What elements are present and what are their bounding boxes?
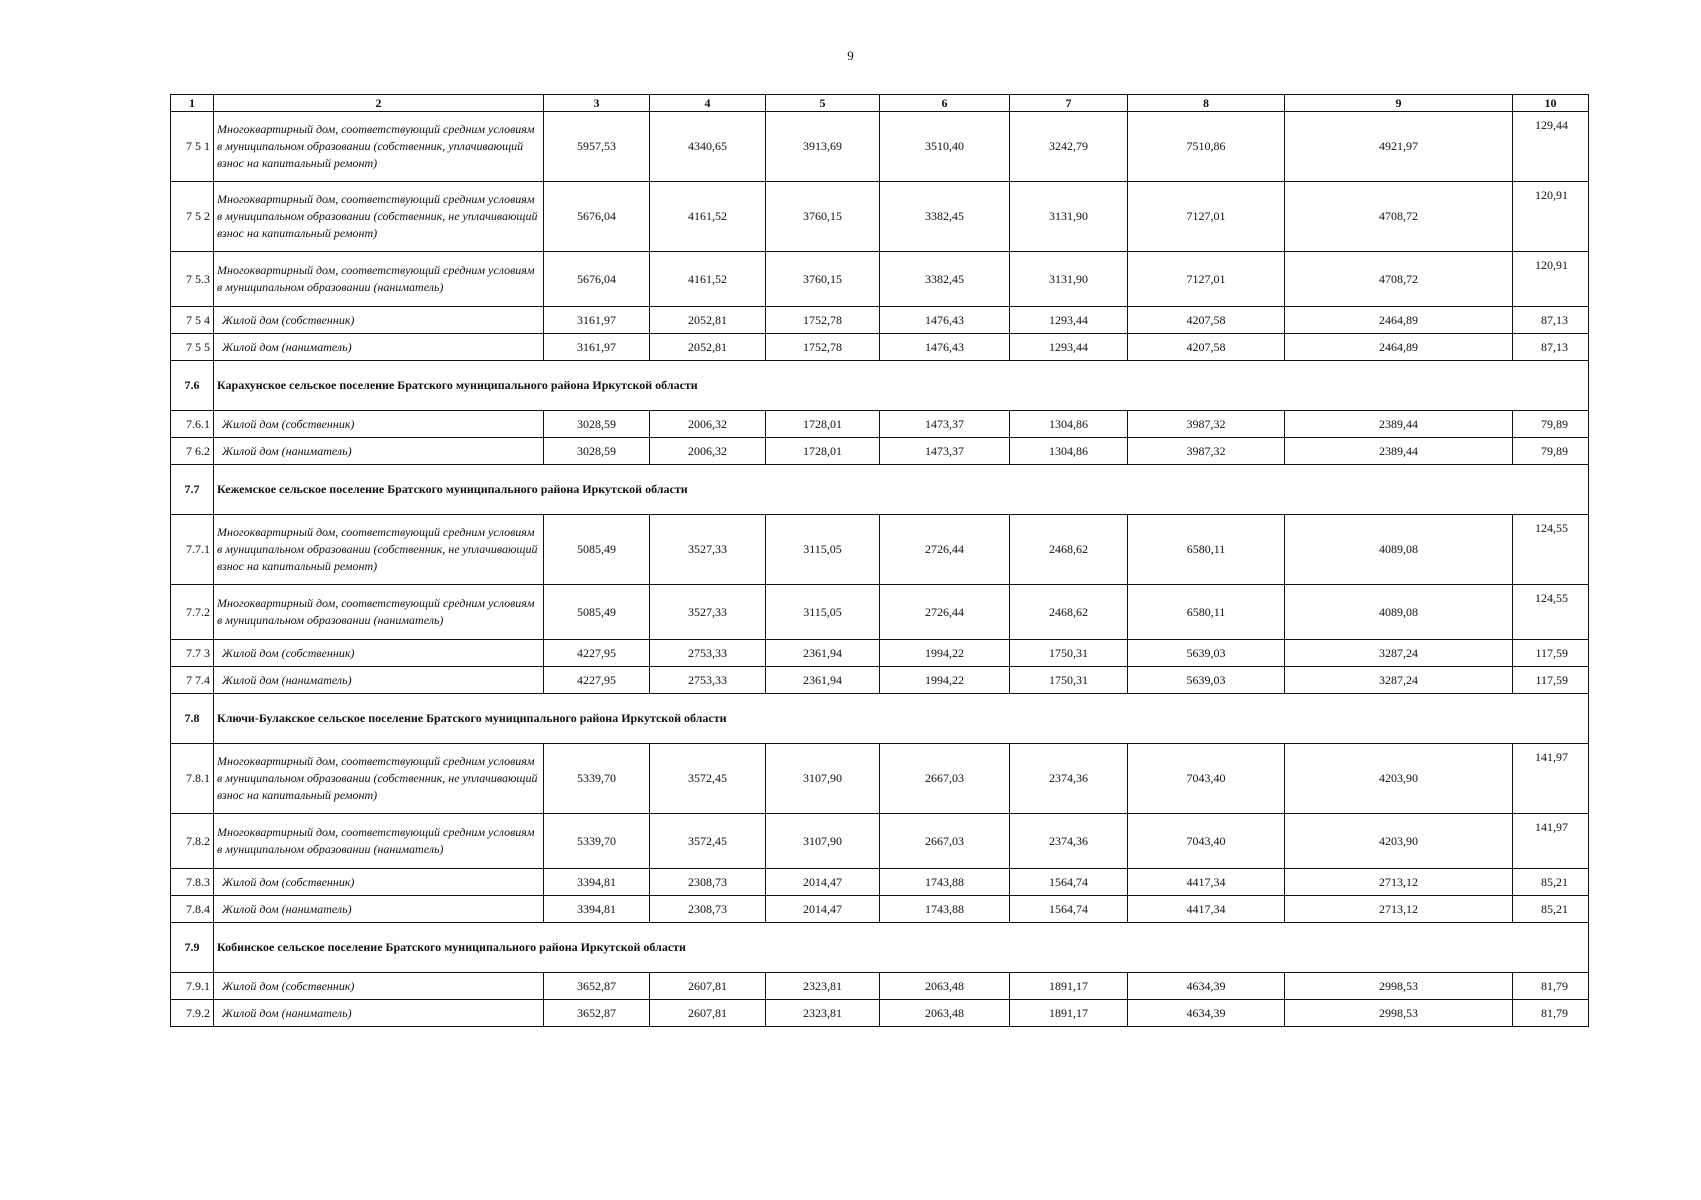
- table-row: [171, 869, 1589, 896]
- header-cell: 2: [214, 95, 544, 112]
- value-cell: 3287,24: [1285, 667, 1513, 694]
- table-row: [171, 640, 1589, 667]
- value-cell: 5339,70: [544, 744, 650, 814]
- value-cell: 81,79: [1513, 973, 1589, 1000]
- value-cell: 4634,39: [1128, 973, 1285, 1000]
- row-description: Жилой дом (наниматель): [214, 438, 544, 465]
- value-cell: 3572,45: [650, 744, 766, 814]
- row-description: Жилой дом (наниматель): [214, 896, 544, 923]
- value-cell: 4227,95: [544, 640, 650, 667]
- value-cell: 1728,01: [766, 411, 880, 438]
- value-cell: 1476,43: [880, 334, 1010, 361]
- value-cell: 85,21: [1513, 896, 1589, 923]
- value-cell: 2753,33: [650, 640, 766, 667]
- value-cell: 5085,49: [544, 585, 650, 640]
- value-cell: 2713,12: [1285, 869, 1513, 896]
- section-row: [171, 465, 1589, 515]
- row-description: Многоквартирный дом, соответствующий средним условиям в муниципальном образовании (собственник, уплачивающий взнос на капитальный ремонт): [214, 112, 544, 182]
- value-cell: 3161,97: [544, 307, 650, 334]
- value-cell: 3652,87: [544, 1000, 650, 1027]
- header-cell: 4: [650, 95, 766, 112]
- table-row: [171, 667, 1589, 694]
- value-cell: 2713,12: [1285, 896, 1513, 923]
- table-row: [171, 182, 1589, 252]
- row-description: Многоквартирный дом, соответствующий средним условиям в муниципальном образовании (собственник, не уплачивающий взнос на капитальный ремонт): [214, 182, 544, 252]
- value-cell: 117,59: [1513, 667, 1589, 694]
- header-cell: 6: [880, 95, 1010, 112]
- table-row: [171, 515, 1589, 585]
- value-cell: 141,97: [1513, 814, 1589, 869]
- value-cell: 120,91: [1513, 182, 1589, 252]
- section-number: 7.8: [171, 694, 214, 744]
- row-number: 7 5 4: [171, 307, 214, 334]
- value-cell: 3131,90: [1010, 252, 1128, 307]
- value-cell: 79,89: [1513, 411, 1589, 438]
- value-cell: 4417,34: [1128, 869, 1285, 896]
- value-cell: 1293,44: [1010, 334, 1128, 361]
- value-cell: 2361,94: [766, 667, 880, 694]
- row-number: 7.8.1: [171, 744, 214, 814]
- value-cell: 1994,22: [880, 667, 1010, 694]
- value-cell: 2323,81: [766, 973, 880, 1000]
- value-cell: 1750,31: [1010, 667, 1128, 694]
- value-cell: 3572,45: [650, 814, 766, 869]
- table-body: [171, 112, 1589, 1027]
- value-cell: 1743,88: [880, 869, 1010, 896]
- row-description: Жилой дом (собственник): [214, 973, 544, 1000]
- row-number: 7.6.1: [171, 411, 214, 438]
- value-cell: 1752,78: [766, 307, 880, 334]
- value-cell: 7127,01: [1128, 182, 1285, 252]
- value-cell: 2667,03: [880, 814, 1010, 869]
- row-number: 7.8.2: [171, 814, 214, 869]
- value-cell: 2014,47: [766, 896, 880, 923]
- section-row: [171, 923, 1589, 973]
- value-cell: 1891,17: [1010, 1000, 1128, 1027]
- table-row: [171, 896, 1589, 923]
- value-cell: 7510,86: [1128, 112, 1285, 182]
- value-cell: 7043,40: [1128, 744, 1285, 814]
- section-number: 7.7: [171, 465, 214, 515]
- value-cell: 120,91: [1513, 252, 1589, 307]
- value-cell: 4089,08: [1285, 585, 1513, 640]
- row-description: Жилой дом (собственник): [214, 411, 544, 438]
- header-cell: 9: [1285, 95, 1513, 112]
- section-row: [171, 361, 1589, 411]
- value-cell: 2998,53: [1285, 973, 1513, 1000]
- value-cell: 1304,86: [1010, 411, 1128, 438]
- value-cell: 2063,48: [880, 1000, 1010, 1027]
- value-cell: 2468,62: [1010, 515, 1128, 585]
- value-cell: 3382,45: [880, 252, 1010, 307]
- table-row: [171, 334, 1589, 361]
- value-cell: 1728,01: [766, 438, 880, 465]
- row-description: Жилой дом (наниматель): [214, 667, 544, 694]
- value-cell: 3115,05: [766, 585, 880, 640]
- row-description: Многоквартирный дом, соответствующий средним условиям в муниципальном образовании (собственник, не уплачивающий взнос на капитальный ремонт): [214, 744, 544, 814]
- value-cell: 3028,59: [544, 411, 650, 438]
- value-cell: 7043,40: [1128, 814, 1285, 869]
- value-cell: 4708,72: [1285, 182, 1513, 252]
- value-cell: 2468,62: [1010, 585, 1128, 640]
- row-number: 7 6.2: [171, 438, 214, 465]
- value-cell: 5639,03: [1128, 640, 1285, 667]
- value-cell: 4203,90: [1285, 814, 1513, 869]
- header-cell: 1: [171, 95, 214, 112]
- value-cell: 2374,36: [1010, 744, 1128, 814]
- value-cell: 79,89: [1513, 438, 1589, 465]
- value-cell: 4340,65: [650, 112, 766, 182]
- value-cell: 2308,73: [650, 869, 766, 896]
- value-cell: 2389,44: [1285, 438, 1513, 465]
- value-cell: 1293,44: [1010, 307, 1128, 334]
- value-cell: 4089,08: [1285, 515, 1513, 585]
- tariff-table: [170, 94, 1589, 1027]
- row-number: 7 5.3: [171, 252, 214, 307]
- value-cell: 2374,36: [1010, 814, 1128, 869]
- value-cell: 4227,95: [544, 667, 650, 694]
- value-cell: 2998,53: [1285, 1000, 1513, 1027]
- table-row: [171, 438, 1589, 465]
- row-description: Жилой дом (собственник): [214, 869, 544, 896]
- value-cell: 5639,03: [1128, 667, 1285, 694]
- value-cell: 4203,90: [1285, 744, 1513, 814]
- value-cell: 5676,04: [544, 182, 650, 252]
- value-cell: 5676,04: [544, 252, 650, 307]
- value-cell: 3510,40: [880, 112, 1010, 182]
- value-cell: 3987,32: [1128, 411, 1285, 438]
- value-cell: 2323,81: [766, 1000, 880, 1027]
- table-row: [171, 411, 1589, 438]
- row-number: 7 7.4: [171, 667, 214, 694]
- section-number: 7.6: [171, 361, 214, 411]
- row-number: 7.7 3: [171, 640, 214, 667]
- value-cell: 3382,45: [880, 182, 1010, 252]
- value-cell: 2464,89: [1285, 334, 1513, 361]
- value-cell: 3107,90: [766, 814, 880, 869]
- value-cell: 3028,59: [544, 438, 650, 465]
- value-cell: 6580,11: [1128, 585, 1285, 640]
- row-number: 7.8.4: [171, 896, 214, 923]
- section-title: Ключи-Булакское сельское поселение Братского муниципального района Иркутской области: [214, 694, 1589, 744]
- row-number: 7 5 2: [171, 182, 214, 252]
- row-description: Многоквартирный дом, соответствующий средним условиям в муниципальном образовании (собственник, не уплачивающий взнос на капитальный ремонт): [214, 515, 544, 585]
- row-number: 7.7.1: [171, 515, 214, 585]
- value-cell: 2052,81: [650, 307, 766, 334]
- value-cell: 3394,81: [544, 896, 650, 923]
- table-row: [171, 973, 1589, 1000]
- value-cell: 2726,44: [880, 515, 1010, 585]
- value-cell: 3161,97: [544, 334, 650, 361]
- value-cell: 2726,44: [880, 585, 1010, 640]
- value-cell: 1994,22: [880, 640, 1010, 667]
- row-description: Жилой дом (собственник): [214, 640, 544, 667]
- section-title: Кобинское сельское поселение Братского муниципального района Иркутской области: [214, 923, 1589, 973]
- row-description: Жилой дом (наниматель): [214, 1000, 544, 1027]
- value-cell: 3394,81: [544, 869, 650, 896]
- header-cell: 7: [1010, 95, 1128, 112]
- value-cell: 2006,32: [650, 438, 766, 465]
- value-cell: 2464,89: [1285, 307, 1513, 334]
- value-cell: 2667,03: [880, 744, 1010, 814]
- row-number: 7 5 5: [171, 334, 214, 361]
- value-cell: 124,55: [1513, 585, 1589, 640]
- header-cell: 10: [1513, 95, 1589, 112]
- value-cell: 1564,74: [1010, 896, 1128, 923]
- header-cell: 5: [766, 95, 880, 112]
- table-row: [171, 112, 1589, 182]
- row-description: Многоквартирный дом, соответствующий средним условиям в муниципальном образовании (наниматель): [214, 814, 544, 869]
- row-description: Многоквартирный дом, соответствующий средним условиям в муниципальном образовании (наниматель): [214, 585, 544, 640]
- value-cell: 85,21: [1513, 869, 1589, 896]
- section-title: Кежемское сельское поселение Братского муниципального района Иркутской области: [214, 465, 1589, 515]
- value-cell: 4161,52: [650, 182, 766, 252]
- row-description: Жилой дом (наниматель): [214, 334, 544, 361]
- value-cell: 7127,01: [1128, 252, 1285, 307]
- table-row: [171, 585, 1589, 640]
- value-cell: 1750,31: [1010, 640, 1128, 667]
- value-cell: 2063,48: [880, 973, 1010, 1000]
- page-number: 9: [847, 48, 854, 63]
- value-cell: 3242,79: [1010, 112, 1128, 182]
- value-cell: 1473,37: [880, 411, 1010, 438]
- value-cell: 2753,33: [650, 667, 766, 694]
- value-cell: 4207,58: [1128, 307, 1285, 334]
- value-cell: 4207,58: [1128, 334, 1285, 361]
- value-cell: 3107,90: [766, 744, 880, 814]
- value-cell: 3760,15: [766, 252, 880, 307]
- row-number: 7.8.3: [171, 869, 214, 896]
- value-cell: 3760,15: [766, 182, 880, 252]
- value-cell: 87,13: [1513, 334, 1589, 361]
- value-cell: 3287,24: [1285, 640, 1513, 667]
- row-number: 7.9.1: [171, 973, 214, 1000]
- value-cell: 2389,44: [1285, 411, 1513, 438]
- value-cell: 4708,72: [1285, 252, 1513, 307]
- value-cell: 3527,33: [650, 585, 766, 640]
- value-cell: 2006,32: [650, 411, 766, 438]
- table-row: [171, 307, 1589, 334]
- value-cell: 3987,32: [1128, 438, 1285, 465]
- value-cell: 4921,97: [1285, 112, 1513, 182]
- value-cell: 2607,81: [650, 1000, 766, 1027]
- header-row: [171, 95, 1589, 112]
- value-cell: 129,44: [1513, 112, 1589, 182]
- table-row: [171, 814, 1589, 869]
- value-cell: 4634,39: [1128, 1000, 1285, 1027]
- value-cell: 2361,94: [766, 640, 880, 667]
- section-row: [171, 694, 1589, 744]
- value-cell: 3527,33: [650, 515, 766, 585]
- section-number: 7.9: [171, 923, 214, 973]
- value-cell: 1564,74: [1010, 869, 1128, 896]
- value-cell: 2607,81: [650, 973, 766, 1000]
- value-cell: 1743,88: [880, 896, 1010, 923]
- value-cell: 3115,05: [766, 515, 880, 585]
- value-cell: 4417,34: [1128, 896, 1285, 923]
- value-cell: 1476,43: [880, 307, 1010, 334]
- value-cell: 1891,17: [1010, 973, 1128, 1000]
- header-cell: 3: [544, 95, 650, 112]
- value-cell: 117,59: [1513, 640, 1589, 667]
- value-cell: 6580,11: [1128, 515, 1285, 585]
- value-cell: 124,55: [1513, 515, 1589, 585]
- table-row: [171, 1000, 1589, 1027]
- section-title: Карахунское сельское поселение Братского муниципального района Иркутской области: [214, 361, 1589, 411]
- value-cell: 4161,52: [650, 252, 766, 307]
- value-cell: 1473,37: [880, 438, 1010, 465]
- value-cell: 5085,49: [544, 515, 650, 585]
- row-description: Многоквартирный дом, соответствующий средним условиям в муниципальном образовании (наниматель): [214, 252, 544, 307]
- value-cell: 5957,53: [544, 112, 650, 182]
- row-number: 7.7.2: [171, 585, 214, 640]
- value-cell: 1304,86: [1010, 438, 1128, 465]
- value-cell: 2014,47: [766, 869, 880, 896]
- value-cell: 87,13: [1513, 307, 1589, 334]
- value-cell: 81,79: [1513, 1000, 1589, 1027]
- row-number: 7 5 1: [171, 112, 214, 182]
- value-cell: 3913,69: [766, 112, 880, 182]
- value-cell: 2052,81: [650, 334, 766, 361]
- row-description: Жилой дом (собственник): [214, 307, 544, 334]
- table-row: [171, 252, 1589, 307]
- header-cell: 8: [1128, 95, 1285, 112]
- value-cell: 2308,73: [650, 896, 766, 923]
- value-cell: 5339,70: [544, 814, 650, 869]
- value-cell: 141,97: [1513, 744, 1589, 814]
- value-cell: 3652,87: [544, 973, 650, 1000]
- value-cell: 3131,90: [1010, 182, 1128, 252]
- value-cell: 1752,78: [766, 334, 880, 361]
- table-row: [171, 744, 1589, 814]
- row-number: 7.9.2: [171, 1000, 214, 1027]
